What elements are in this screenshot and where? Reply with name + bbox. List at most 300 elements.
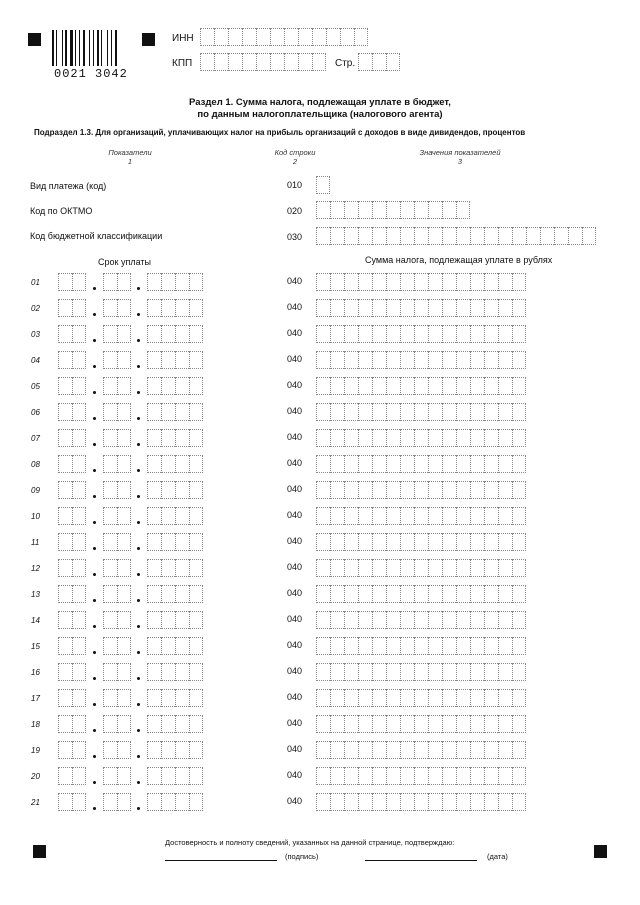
input-cell[interactable] bbox=[72, 767, 86, 785]
input-cell[interactable] bbox=[103, 793, 117, 811]
input-cell[interactable] bbox=[442, 299, 456, 317]
input-cell[interactable] bbox=[72, 689, 86, 707]
input-cell[interactable] bbox=[512, 227, 526, 245]
input-cell[interactable] bbox=[58, 455, 72, 473]
input-cell[interactable] bbox=[456, 429, 470, 447]
input-cell[interactable] bbox=[284, 28, 298, 46]
input-cell[interactable] bbox=[330, 715, 344, 733]
input-cell[interactable] bbox=[400, 351, 414, 369]
input-cell[interactable] bbox=[72, 403, 86, 421]
due-date-part[interactable] bbox=[103, 741, 131, 759]
input-cell[interactable] bbox=[117, 585, 131, 603]
due-date-part[interactable] bbox=[58, 689, 86, 707]
input-cell[interactable] bbox=[161, 689, 175, 707]
due-date-part[interactable] bbox=[58, 351, 86, 369]
input-cell[interactable] bbox=[175, 351, 189, 369]
input-cell[interactable] bbox=[484, 299, 498, 317]
input-cell[interactable] bbox=[330, 793, 344, 811]
input-cell[interactable] bbox=[498, 689, 512, 707]
input-cell[interactable] bbox=[456, 559, 470, 577]
input-cell[interactable] bbox=[442, 455, 456, 473]
input-cell[interactable] bbox=[344, 533, 358, 551]
input-cell[interactable] bbox=[414, 325, 428, 343]
input-cell[interactable] bbox=[484, 403, 498, 421]
input-cell[interactable] bbox=[372, 53, 386, 71]
tax-sum-field[interactable] bbox=[316, 611, 526, 629]
input-cell[interactable] bbox=[372, 637, 386, 655]
input-cell[interactable] bbox=[386, 481, 400, 499]
input-cell[interactable] bbox=[470, 689, 484, 707]
input-cell[interactable] bbox=[414, 663, 428, 681]
input-cell[interactable] bbox=[344, 325, 358, 343]
input-cell[interactable] bbox=[512, 377, 526, 395]
tax-sum-field[interactable] bbox=[316, 767, 526, 785]
input-cell[interactable] bbox=[484, 227, 498, 245]
input-cell[interactable] bbox=[117, 793, 131, 811]
input-cell[interactable] bbox=[72, 429, 86, 447]
input-cell[interactable] bbox=[103, 637, 117, 655]
input-cell[interactable] bbox=[58, 637, 72, 655]
input-cell[interactable] bbox=[189, 741, 203, 759]
input-cell[interactable] bbox=[298, 53, 312, 71]
input-cell[interactable] bbox=[372, 201, 386, 219]
input-cell[interactable] bbox=[414, 227, 428, 245]
input-cell[interactable] bbox=[498, 559, 512, 577]
due-date-part[interactable] bbox=[103, 689, 131, 707]
input-cell[interactable] bbox=[358, 429, 372, 447]
input-cell[interactable] bbox=[358, 741, 372, 759]
input-cell[interactable] bbox=[428, 455, 442, 473]
input-cell[interactable] bbox=[400, 227, 414, 245]
input-cell[interactable] bbox=[386, 455, 400, 473]
input-cell[interactable] bbox=[414, 533, 428, 551]
input-cell[interactable] bbox=[189, 351, 203, 369]
input-cell[interactable] bbox=[414, 403, 428, 421]
input-cell[interactable] bbox=[316, 351, 330, 369]
due-date-part[interactable] bbox=[58, 455, 86, 473]
input-cell[interactable] bbox=[326, 28, 340, 46]
input-cell[interactable] bbox=[161, 377, 175, 395]
input-cell[interactable] bbox=[568, 227, 582, 245]
input-cell[interactable] bbox=[582, 227, 596, 245]
input-cell[interactable] bbox=[330, 663, 344, 681]
input-cell[interactable] bbox=[117, 299, 131, 317]
input-cell[interactable] bbox=[386, 201, 400, 219]
input-cell[interactable] bbox=[428, 403, 442, 421]
input-cell[interactable] bbox=[372, 377, 386, 395]
input-cell[interactable] bbox=[470, 507, 484, 525]
input-cell[interactable] bbox=[470, 403, 484, 421]
input-cell[interactable] bbox=[358, 455, 372, 473]
input-cell[interactable] bbox=[498, 273, 512, 291]
due-date-part[interactable] bbox=[103, 299, 131, 317]
input-cell[interactable] bbox=[344, 611, 358, 629]
input-cell[interactable] bbox=[189, 273, 203, 291]
input-cell[interactable] bbox=[117, 429, 131, 447]
input-cell[interactable] bbox=[358, 201, 372, 219]
input-cell[interactable] bbox=[470, 533, 484, 551]
input-cell[interactable] bbox=[442, 325, 456, 343]
input-cell[interactable] bbox=[161, 299, 175, 317]
input-cell[interactable] bbox=[175, 429, 189, 447]
input-cell[interactable] bbox=[400, 559, 414, 577]
input-cell[interactable] bbox=[72, 559, 86, 577]
due-date-part[interactable] bbox=[58, 533, 86, 551]
input-cell[interactable] bbox=[147, 481, 161, 499]
input-cell[interactable] bbox=[147, 455, 161, 473]
input-cell[interactable] bbox=[400, 767, 414, 785]
input-cell[interactable] bbox=[175, 273, 189, 291]
input-cell[interactable] bbox=[470, 455, 484, 473]
input-cell[interactable] bbox=[270, 53, 284, 71]
input-cell[interactable] bbox=[372, 325, 386, 343]
input-cell[interactable] bbox=[344, 351, 358, 369]
input-cell[interactable] bbox=[147, 611, 161, 629]
input-cell[interactable] bbox=[189, 637, 203, 655]
input-cell[interactable] bbox=[72, 741, 86, 759]
input-cell[interactable] bbox=[103, 507, 117, 525]
input-cell[interactable] bbox=[358, 507, 372, 525]
input-cell[interactable] bbox=[189, 663, 203, 681]
input-cell[interactable] bbox=[316, 176, 330, 194]
input-cell[interactable] bbox=[470, 481, 484, 499]
input-cell[interactable] bbox=[484, 637, 498, 655]
due-date-part[interactable] bbox=[58, 793, 86, 811]
input-cell[interactable] bbox=[498, 741, 512, 759]
input-cell[interactable] bbox=[103, 559, 117, 577]
input-cell[interactable] bbox=[175, 793, 189, 811]
input-cell[interactable] bbox=[72, 455, 86, 473]
input-cell[interactable] bbox=[242, 53, 256, 71]
input-cell[interactable] bbox=[498, 507, 512, 525]
input-cell[interactable] bbox=[386, 611, 400, 629]
input-cell[interactable] bbox=[103, 585, 117, 603]
input-cell[interactable] bbox=[72, 663, 86, 681]
input-cell[interactable] bbox=[316, 273, 330, 291]
due-date-part[interactable] bbox=[147, 507, 203, 525]
input-cell[interactable] bbox=[498, 611, 512, 629]
input-cell[interactable] bbox=[103, 325, 117, 343]
input-cell[interactable] bbox=[161, 429, 175, 447]
input-cell[interactable] bbox=[103, 533, 117, 551]
input-cell[interactable] bbox=[358, 663, 372, 681]
input-cell[interactable] bbox=[372, 559, 386, 577]
input-cell[interactable] bbox=[200, 53, 214, 71]
input-cell[interactable] bbox=[484, 455, 498, 473]
input-cell[interactable] bbox=[484, 377, 498, 395]
input-cell[interactable] bbox=[372, 767, 386, 785]
input-cell[interactable] bbox=[330, 741, 344, 759]
due-date-part[interactable] bbox=[103, 793, 131, 811]
input-cell[interactable] bbox=[316, 637, 330, 655]
input-cell[interactable] bbox=[554, 227, 568, 245]
input-cell[interactable] bbox=[72, 507, 86, 525]
input-cell[interactable] bbox=[414, 585, 428, 603]
input-cell[interactable] bbox=[442, 351, 456, 369]
input-cell[interactable] bbox=[512, 715, 526, 733]
input-cell[interactable] bbox=[414, 689, 428, 707]
input-cell[interactable] bbox=[330, 273, 344, 291]
input-cell[interactable] bbox=[316, 767, 330, 785]
input-cell[interactable] bbox=[428, 533, 442, 551]
inn-field[interactable] bbox=[200, 28, 368, 46]
input-cell[interactable] bbox=[456, 455, 470, 473]
input-cell[interactable] bbox=[344, 663, 358, 681]
input-cell[interactable] bbox=[58, 377, 72, 395]
input-cell[interactable] bbox=[400, 201, 414, 219]
input-cell[interactable] bbox=[316, 299, 330, 317]
input-cell[interactable] bbox=[147, 559, 161, 577]
input-cell[interactable] bbox=[484, 715, 498, 733]
input-cell[interactable] bbox=[161, 325, 175, 343]
due-date-part[interactable] bbox=[103, 637, 131, 655]
due-date-part[interactable] bbox=[147, 377, 203, 395]
input-cell[interactable] bbox=[470, 611, 484, 629]
input-cell[interactable] bbox=[175, 715, 189, 733]
page-number-field[interactable] bbox=[358, 53, 400, 71]
input-cell[interactable] bbox=[512, 637, 526, 655]
input-cell[interactable] bbox=[470, 325, 484, 343]
input-cell[interactable] bbox=[58, 689, 72, 707]
input-cell[interactable] bbox=[161, 767, 175, 785]
input-cell[interactable] bbox=[344, 637, 358, 655]
input-cell[interactable] bbox=[58, 325, 72, 343]
input-cell[interactable] bbox=[358, 637, 372, 655]
input-cell[interactable] bbox=[189, 325, 203, 343]
input-cell[interactable] bbox=[540, 227, 554, 245]
input-cell[interactable] bbox=[103, 767, 117, 785]
due-date-part[interactable] bbox=[58, 741, 86, 759]
input-cell[interactable] bbox=[147, 429, 161, 447]
input-cell[interactable] bbox=[414, 481, 428, 499]
input-cell[interactable] bbox=[456, 585, 470, 603]
input-cell[interactable] bbox=[103, 351, 117, 369]
input-cell[interactable] bbox=[470, 585, 484, 603]
due-date-part[interactable] bbox=[147, 611, 203, 629]
input-cell[interactable] bbox=[498, 767, 512, 785]
input-cell[interactable] bbox=[386, 351, 400, 369]
tax-sum-field[interactable] bbox=[316, 715, 526, 733]
due-date-part[interactable] bbox=[58, 611, 86, 629]
due-date-part[interactable] bbox=[58, 559, 86, 577]
input-cell[interactable] bbox=[103, 299, 117, 317]
payment-type-field[interactable] bbox=[316, 176, 330, 194]
due-date-part[interactable] bbox=[58, 637, 86, 655]
input-cell[interactable] bbox=[344, 201, 358, 219]
input-cell[interactable] bbox=[147, 325, 161, 343]
input-cell[interactable] bbox=[400, 663, 414, 681]
input-cell[interactable] bbox=[117, 715, 131, 733]
due-date-part[interactable] bbox=[147, 741, 203, 759]
input-cell[interactable] bbox=[470, 429, 484, 447]
input-cell[interactable] bbox=[316, 715, 330, 733]
input-cell[interactable] bbox=[442, 227, 456, 245]
input-cell[interactable] bbox=[358, 403, 372, 421]
tax-sum-field[interactable] bbox=[316, 533, 526, 551]
input-cell[interactable] bbox=[456, 767, 470, 785]
input-cell[interactable] bbox=[103, 377, 117, 395]
kpp-field[interactable] bbox=[200, 53, 326, 71]
input-cell[interactable] bbox=[103, 741, 117, 759]
input-cell[interactable] bbox=[316, 481, 330, 499]
input-cell[interactable] bbox=[72, 585, 86, 603]
input-cell[interactable] bbox=[372, 403, 386, 421]
input-cell[interactable] bbox=[386, 507, 400, 525]
input-cell[interactable] bbox=[175, 585, 189, 603]
input-cell[interactable] bbox=[456, 201, 470, 219]
input-cell[interactable] bbox=[512, 455, 526, 473]
input-cell[interactable] bbox=[175, 611, 189, 629]
input-cell[interactable] bbox=[147, 689, 161, 707]
input-cell[interactable] bbox=[442, 793, 456, 811]
input-cell[interactable] bbox=[428, 377, 442, 395]
input-cell[interactable] bbox=[330, 767, 344, 785]
input-cell[interactable] bbox=[344, 585, 358, 603]
input-cell[interactable] bbox=[498, 403, 512, 421]
input-cell[interactable] bbox=[498, 325, 512, 343]
input-cell[interactable] bbox=[442, 559, 456, 577]
input-cell[interactable] bbox=[386, 793, 400, 811]
tax-sum-field[interactable] bbox=[316, 507, 526, 525]
input-cell[interactable] bbox=[58, 559, 72, 577]
input-cell[interactable] bbox=[428, 741, 442, 759]
input-cell[interactable] bbox=[103, 455, 117, 473]
input-cell[interactable] bbox=[386, 273, 400, 291]
input-cell[interactable] bbox=[484, 767, 498, 785]
input-cell[interactable] bbox=[147, 351, 161, 369]
input-cell[interactable] bbox=[512, 559, 526, 577]
due-date-part[interactable] bbox=[103, 377, 131, 395]
input-cell[interactable] bbox=[456, 227, 470, 245]
input-cell[interactable] bbox=[358, 481, 372, 499]
due-date-part[interactable] bbox=[58, 325, 86, 343]
input-cell[interactable] bbox=[147, 663, 161, 681]
input-cell[interactable] bbox=[344, 793, 358, 811]
input-cell[interactable] bbox=[414, 637, 428, 655]
input-cell[interactable] bbox=[512, 741, 526, 759]
input-cell[interactable] bbox=[498, 481, 512, 499]
input-cell[interactable] bbox=[456, 377, 470, 395]
input-cell[interactable] bbox=[175, 741, 189, 759]
input-cell[interactable] bbox=[103, 403, 117, 421]
input-cell[interactable] bbox=[512, 273, 526, 291]
input-cell[interactable] bbox=[470, 767, 484, 785]
input-cell[interactable] bbox=[456, 533, 470, 551]
input-cell[interactable] bbox=[400, 325, 414, 343]
input-cell[interactable] bbox=[400, 273, 414, 291]
input-cell[interactable] bbox=[316, 585, 330, 603]
input-cell[interactable] bbox=[400, 429, 414, 447]
input-cell[interactable] bbox=[189, 299, 203, 317]
input-cell[interactable] bbox=[316, 201, 330, 219]
input-cell[interactable] bbox=[428, 429, 442, 447]
input-cell[interactable] bbox=[103, 611, 117, 629]
input-cell[interactable] bbox=[512, 507, 526, 525]
input-cell[interactable] bbox=[72, 793, 86, 811]
input-cell[interactable] bbox=[386, 429, 400, 447]
input-cell[interactable] bbox=[298, 28, 312, 46]
input-cell[interactable] bbox=[414, 429, 428, 447]
input-cell[interactable] bbox=[58, 585, 72, 603]
input-cell[interactable] bbox=[358, 689, 372, 707]
due-date-part[interactable] bbox=[103, 403, 131, 421]
input-cell[interactable] bbox=[117, 273, 131, 291]
input-cell[interactable] bbox=[484, 741, 498, 759]
input-cell[interactable] bbox=[344, 455, 358, 473]
input-cell[interactable] bbox=[58, 663, 72, 681]
input-cell[interactable] bbox=[512, 403, 526, 421]
input-cell[interactable] bbox=[189, 403, 203, 421]
input-cell[interactable] bbox=[414, 741, 428, 759]
input-cell[interactable] bbox=[442, 585, 456, 603]
input-cell[interactable] bbox=[58, 273, 72, 291]
input-cell[interactable] bbox=[456, 481, 470, 499]
input-cell[interactable] bbox=[316, 533, 330, 551]
input-cell[interactable] bbox=[344, 299, 358, 317]
input-cell[interactable] bbox=[161, 793, 175, 811]
input-cell[interactable] bbox=[428, 201, 442, 219]
input-cell[interactable] bbox=[484, 689, 498, 707]
input-cell[interactable] bbox=[316, 455, 330, 473]
due-date-part[interactable] bbox=[103, 325, 131, 343]
due-date-part[interactable] bbox=[147, 325, 203, 343]
input-cell[interactable] bbox=[400, 299, 414, 317]
input-cell[interactable] bbox=[442, 611, 456, 629]
due-date-part[interactable] bbox=[103, 585, 131, 603]
due-date-part[interactable] bbox=[103, 507, 131, 525]
input-cell[interactable] bbox=[256, 28, 270, 46]
input-cell[interactable] bbox=[72, 377, 86, 395]
input-cell[interactable] bbox=[456, 741, 470, 759]
input-cell[interactable] bbox=[498, 429, 512, 447]
input-cell[interactable] bbox=[175, 377, 189, 395]
input-cell[interactable] bbox=[456, 325, 470, 343]
input-cell[interactable] bbox=[117, 637, 131, 655]
input-cell[interactable] bbox=[161, 663, 175, 681]
input-cell[interactable] bbox=[175, 325, 189, 343]
input-cell[interactable] bbox=[58, 481, 72, 499]
input-cell[interactable] bbox=[175, 455, 189, 473]
tax-sum-field[interactable] bbox=[316, 689, 526, 707]
due-date-part[interactable] bbox=[103, 611, 131, 629]
input-cell[interactable] bbox=[484, 481, 498, 499]
input-cell[interactable] bbox=[358, 585, 372, 603]
input-cell[interactable] bbox=[344, 403, 358, 421]
input-cell[interactable] bbox=[344, 741, 358, 759]
tax-sum-field[interactable] bbox=[316, 351, 526, 369]
input-cell[interactable] bbox=[400, 585, 414, 603]
input-cell[interactable] bbox=[175, 663, 189, 681]
due-date-part[interactable] bbox=[147, 715, 203, 733]
input-cell[interactable] bbox=[484, 351, 498, 369]
due-date-part[interactable] bbox=[58, 299, 86, 317]
input-cell[interactable] bbox=[175, 767, 189, 785]
input-cell[interactable] bbox=[442, 715, 456, 733]
input-cell[interactable] bbox=[161, 559, 175, 577]
input-cell[interactable] bbox=[147, 585, 161, 603]
input-cell[interactable] bbox=[344, 767, 358, 785]
input-cell[interactable] bbox=[372, 227, 386, 245]
input-cell[interactable] bbox=[372, 533, 386, 551]
due-date-part[interactable] bbox=[58, 767, 86, 785]
input-cell[interactable] bbox=[386, 403, 400, 421]
input-cell[interactable] bbox=[344, 227, 358, 245]
input-cell[interactable] bbox=[386, 325, 400, 343]
input-cell[interactable] bbox=[330, 559, 344, 577]
input-cell[interactable] bbox=[330, 637, 344, 655]
input-cell[interactable] bbox=[512, 325, 526, 343]
input-cell[interactable] bbox=[414, 377, 428, 395]
